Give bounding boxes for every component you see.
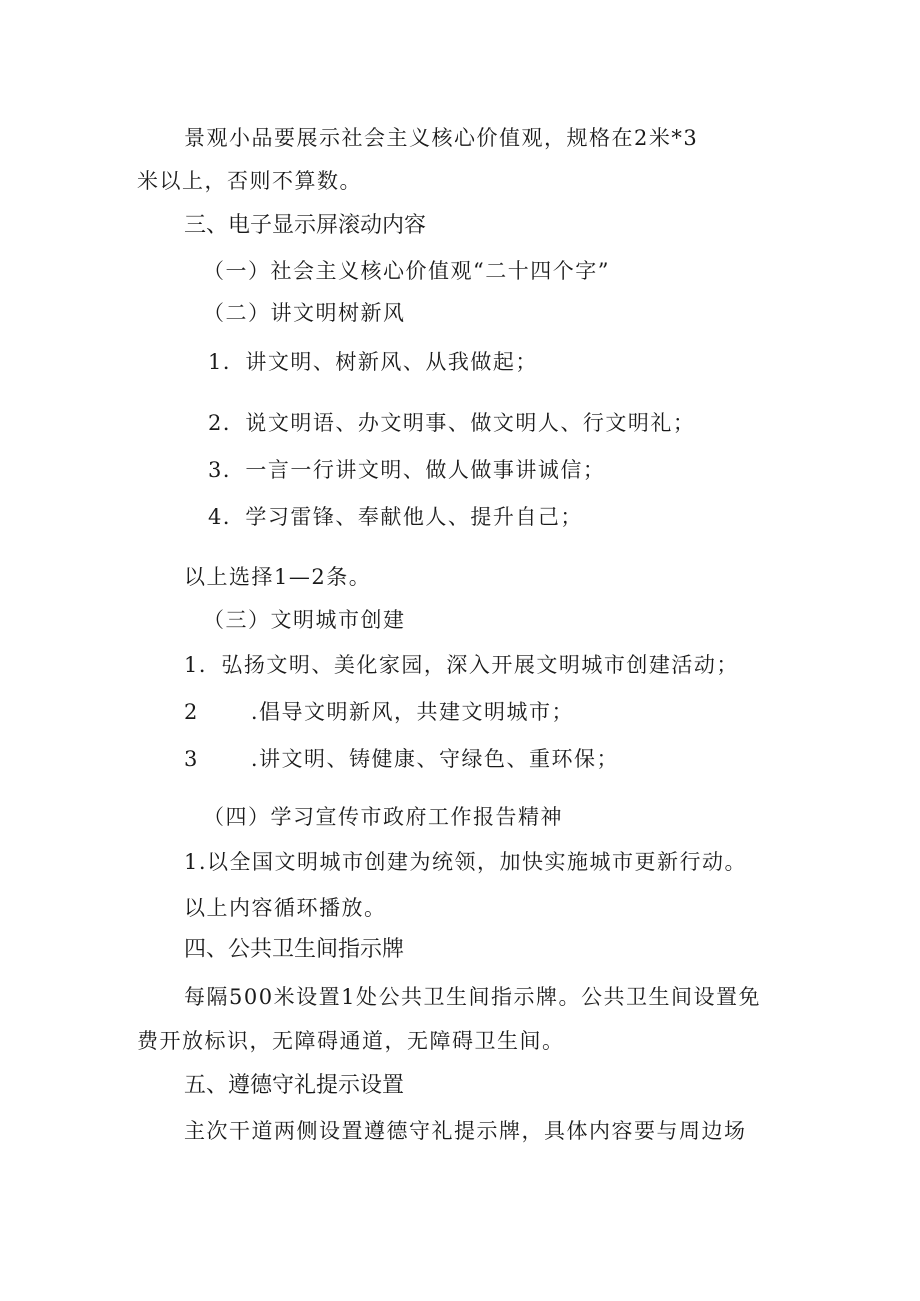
list-item: 1.以全国文明城市创建为统领，加快实施城市更新行动。 (184, 850, 748, 874)
list-item (184, 697, 574, 727)
note-text: 以上内容循环播放。 (184, 896, 387, 920)
list-item: 4．学习雷锋、奉献他人、提升自己； (208, 505, 583, 529)
paragraph-line: 景观小品要展示社会主义核心价值观，规格在2米*3 (184, 126, 699, 150)
paragraph-line: 每隔500米设置1处公共卫生间指示牌。公共卫生间设置免 (184, 985, 761, 1009)
list-item (184, 744, 619, 774)
subsection-heading: （四）学习宣传市政府工作报告精神 (203, 805, 563, 829)
list-item: 1．弘扬文明、美化家园，深入开展文明城市创建活动； (184, 653, 739, 677)
section-heading: 四、公共卫生间指示牌 (184, 937, 405, 962)
list-item-number: 2 (184, 700, 199, 724)
paragraph-line: 主次干道两侧设置遵德守礼提示牌，具体内容要与周边场 (184, 1119, 747, 1143)
list-item-number: 3 (184, 747, 199, 771)
list-item: 3．一言一行讲文明、做人做事讲诚信； (208, 458, 606, 482)
list-item: 1．讲文明、树新风、从我做起； (208, 350, 538, 374)
section-heading: 五、遵德守礼提示设置 (184, 1073, 405, 1098)
paragraph-line: 米以上，否则不算数。 (137, 169, 362, 193)
list-item-text: .倡导文明新风，共建文明城市； (250, 700, 575, 724)
subsection-heading: （三）文明城市创建 (203, 608, 406, 632)
note-text: 以上选择1—2条。 (184, 565, 372, 589)
list-item-text: .讲文明、铸健康、守绿色、重环保； (250, 747, 620, 771)
list-item: 2．说文明语、办文明事、做文明人、行文明礼； (208, 411, 696, 435)
subsection-heading: （二）讲文明树新风 (203, 301, 406, 325)
subsection-heading: （一）社会主义核心价值观“二十四个字” (203, 259, 610, 283)
section-heading: 三、电子显示屏滚动内容 (184, 213, 427, 238)
paragraph-line: 费开放标识，无障碍通道，无障碍卫生间。 (137, 1029, 565, 1053)
